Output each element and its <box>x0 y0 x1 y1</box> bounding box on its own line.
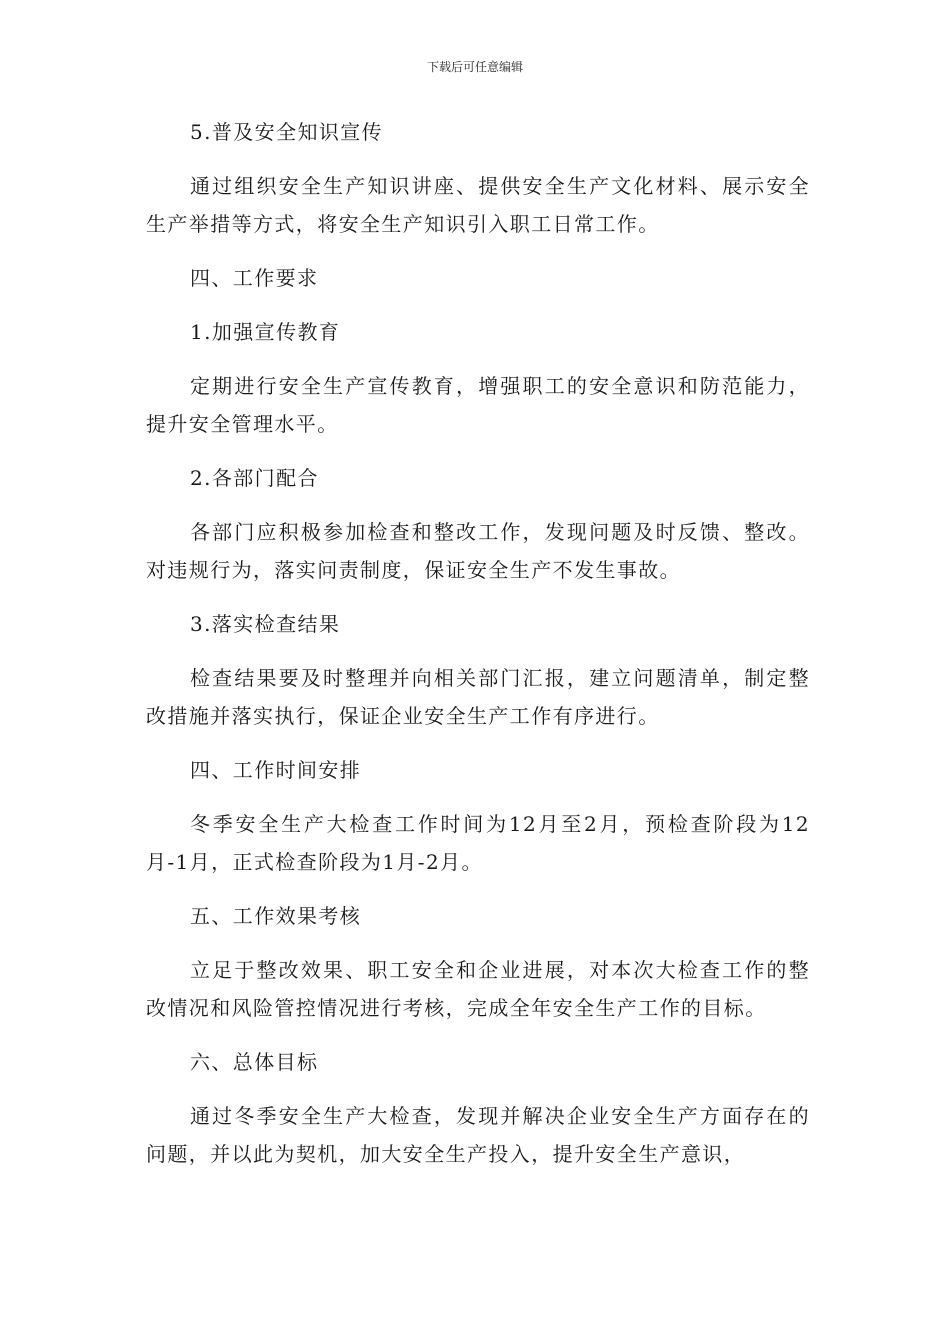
body-paragraph: 通过组织安全生产知识讲座、提供安全生产文化材料、展示安全生产举措等方式，将安全生产知识引入职工日常工作。 <box>146 174 810 236</box>
section-heading: 2.各部门配合 <box>190 466 319 490</box>
body-paragraph: 各部门应积极参加检查和整改工作，发现问题及时反馈、整改。对违规行为，落实问责制度，保证安全生产不发生事故。 <box>146 520 810 582</box>
section-heading: 3.落实检查结果 <box>190 612 341 636</box>
section-heading: 五、工作效果考核 <box>190 904 362 928</box>
body-paragraph: 定期进行安全生产宣传教育，增强职工的安全意识和防范能力，提升安全管理水平。 <box>146 374 810 436</box>
document-body <box>146 113 810 1189</box>
body-paragraph: 冬季安全生产大检查工作时间为12月至2月，预检查阶段为12月-1月，正式检查阶段为1月-2月。 <box>146 812 810 874</box>
body-paragraph: 检查结果要及时整理并向相关部门汇报，建立问题清单，制定整改措施并落实执行，保证企业安全生产工作有序进行。 <box>146 666 810 728</box>
section-heading: 5.普及安全知识宣传 <box>190 120 384 144</box>
section-heading: 四、工作时间安排 <box>190 758 362 782</box>
body-paragraph: 通过冬季安全生产大检查，发现并解决企业安全生产方面存在的问题，并以此为契机，加大安全生产投入，提升安全生产意识， <box>146 1104 810 1166</box>
section-heading: 六、总体目标 <box>190 1050 319 1074</box>
section-heading: 1.加强宣传教育 <box>190 320 341 344</box>
body-paragraph: 立足于整改效果、职工安全和企业进展，对本次大检查工作的整改情况和风险管控情况进行考核，完成全年安全生产工作的目标。 <box>146 958 810 1020</box>
page-header: 下载后可任意编辑 <box>426 60 523 74</box>
section-heading: 四、工作要求 <box>190 266 319 290</box>
